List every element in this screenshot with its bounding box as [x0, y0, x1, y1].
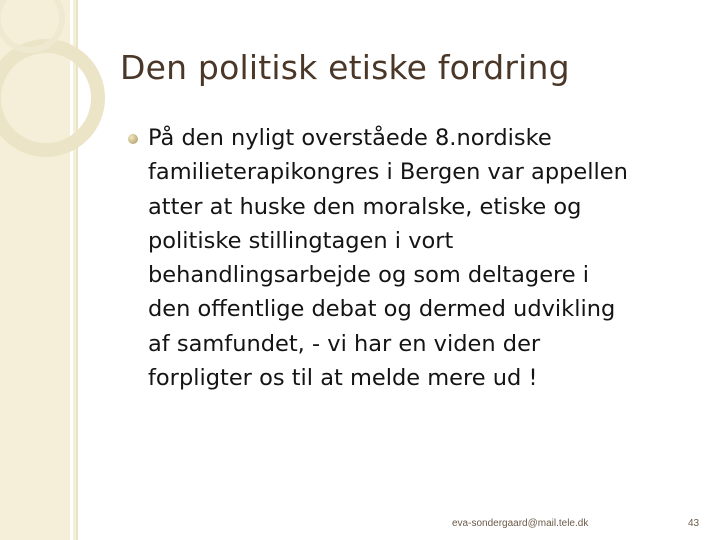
bullet-list: [128, 121, 698, 395]
bullet-item: [128, 121, 698, 395]
footer-email: eva-sondergaard@mail.tele.dk: [452, 518, 589, 529]
slide-title: Den politisk etiske fordring: [120, 48, 570, 87]
bullet-text: På den nyligt overståede 8.nordiske familieterapikongres i Bergen var appellen atter at huske den moralske, etiske og politiske stillingtagen i vort behandlingsarbejde og som deltagere i den offentlige debat og dermed udvikling af samfundet, - vi har en viden der forpligter os til at melde mere ud !: [148, 125, 628, 392]
bullet-dot-icon: [128, 134, 138, 144]
page-number: 43: [688, 518, 700, 529]
decorative-circles: [0, 0, 140, 220]
large-decorative-circle: [0, 46, 98, 150]
